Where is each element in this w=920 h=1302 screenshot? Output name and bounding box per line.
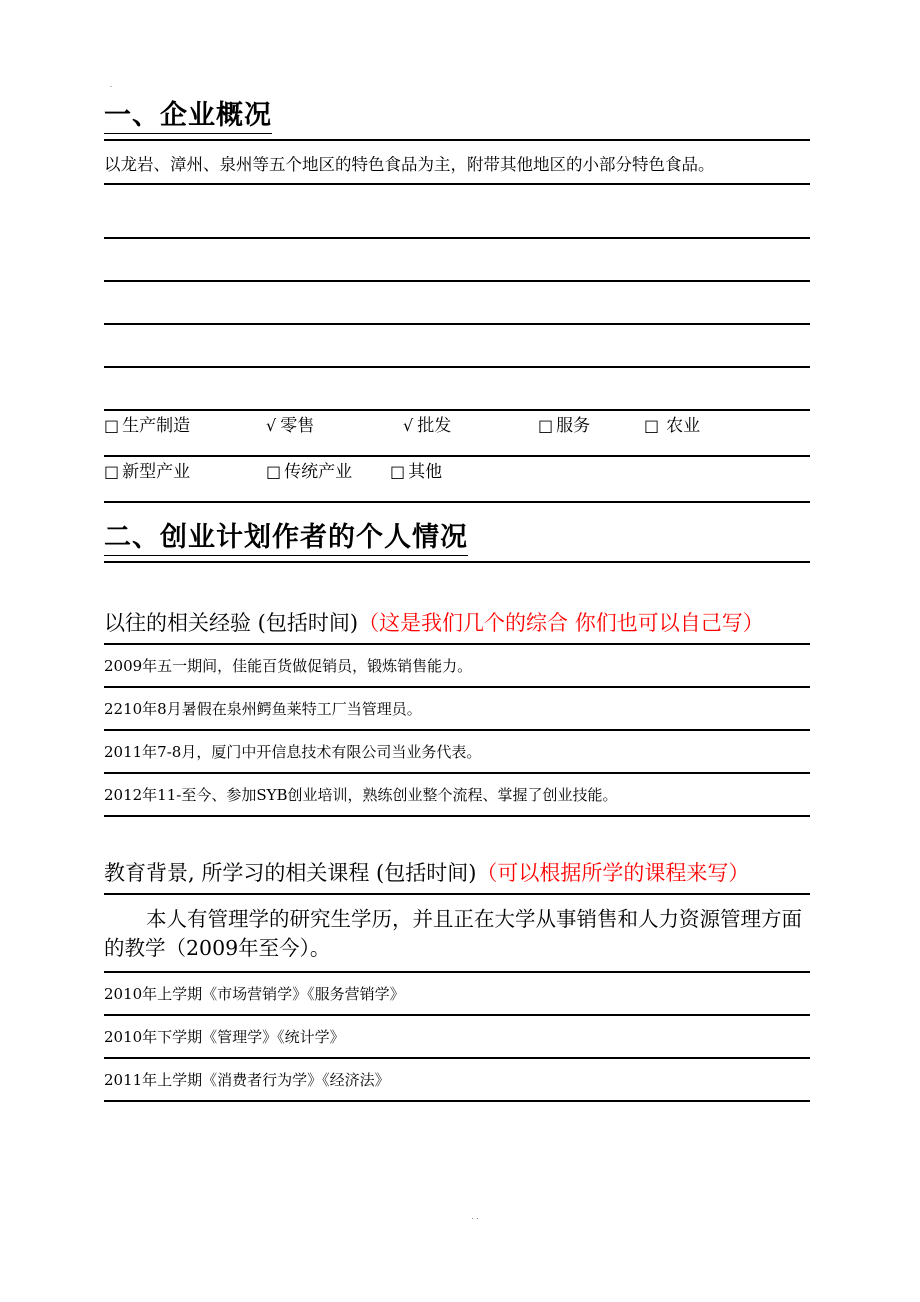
checkbox-item-manufacturing[interactable] [104,411,266,436]
blank-writing-row[interactable] [104,185,810,237]
checkbox-label: 新型产业 [122,462,191,482]
checkbox-label: 服务 [556,416,591,436]
experience-question [104,563,804,643]
experience-question-note: （这是我们几个的综合 你们也可以自己写） [358,611,764,635]
checkbox-item-retail[interactable] [266,411,403,436]
business-type-row-1 [104,411,810,455]
checkbox-icon[interactable]: □ [644,416,660,435]
checkbox-label: 农业 [666,416,701,436]
checkbox-label: 其他 [408,462,443,482]
section-heading-2-label: 二、创业计划作者的个人情况 [104,522,468,556]
business-type-row-2 [104,457,810,501]
blank-writing-row[interactable] [104,368,810,409]
education-question [104,817,804,893]
section-heading-1 [104,0,810,134]
experience-entry[interactable]: 2012年11-至今、参加SYB创业培训，熟练创业整个流程、掌握了创业技能。 [104,774,810,817]
checkbox-icon[interactable]: □ [104,416,120,435]
checkbox-label: 传统产业 [284,462,353,482]
course-entry[interactable]: 2010年下学期《管理学》《统计学》 [104,1016,810,1059]
checkbox-icon[interactable]: □ [104,462,120,481]
checkbox-item-agriculture[interactable] [644,411,700,436]
experience-question-main: 以往的相关经验 (包括时间) [104,611,359,635]
document-content [104,0,810,1102]
checkbox-label: 零售 [280,416,315,436]
blank-writing-row[interactable] [104,325,810,366]
company-summary-text: 以龙岩、漳州、泉州等五个地区的特色食品为主，附带其他地区的小部分特色食品。 [104,155,715,174]
checkbox-icon[interactable]: □ [538,416,554,435]
check-tick-icon[interactable]: √ [403,416,414,435]
education-paragraph[interactable]: 本人有管理学的研究生学历，并且正在大学从事销售和人力资源管理方面的教学（2009年至今）。 [104,907,802,960]
experience-entry[interactable]: 2210年8月暑假在泉州鳄鱼莱特工厂当管理员。 [104,688,810,731]
checkbox-item-traditional-industry[interactable] [266,457,390,482]
section-heading-1-label: 一、企业概况 [104,100,272,134]
section-heading-2 [104,503,810,556]
checkbox-icon[interactable]: □ [266,462,282,481]
education-question-note: （可以根据所学的课程来写） [476,861,750,885]
checkbox-item-other[interactable] [390,457,442,482]
blank-writing-row[interactable] [104,282,810,323]
checkbox-label: 批发 [417,416,452,436]
experience-entry[interactable]: 2011年7-8月，厦门中开信息技术有限公司当业务代表。 [104,731,810,774]
experience-entry[interactable]: 2009年五一期间，佳能百货做促销员，锻炼销售能力。 [104,645,810,688]
blank-writing-row[interactable] [104,239,810,280]
check-tick-icon[interactable]: √ [266,416,277,435]
checkbox-item-service[interactable] [538,411,644,436]
course-entry[interactable]: 2011年上学期《消费者行为学》《经济法》 [104,1059,810,1102]
footer-artifact-mark: . . [471,1212,479,1221]
checkbox-item-wholesale[interactable] [403,411,538,436]
course-entry[interactable]: 2010年上学期《市场营销学》《服务营销学》 [104,973,810,1016]
checkbox-label: 生产制造 [122,416,191,436]
checkbox-icon[interactable]: □ [390,462,406,481]
corner-artifact-mark: . [110,81,113,89]
education-question-main: 教育背景, 所学习的相关课程 (包括时间) [104,861,477,885]
checkbox-item-new-industry[interactable] [104,457,266,482]
